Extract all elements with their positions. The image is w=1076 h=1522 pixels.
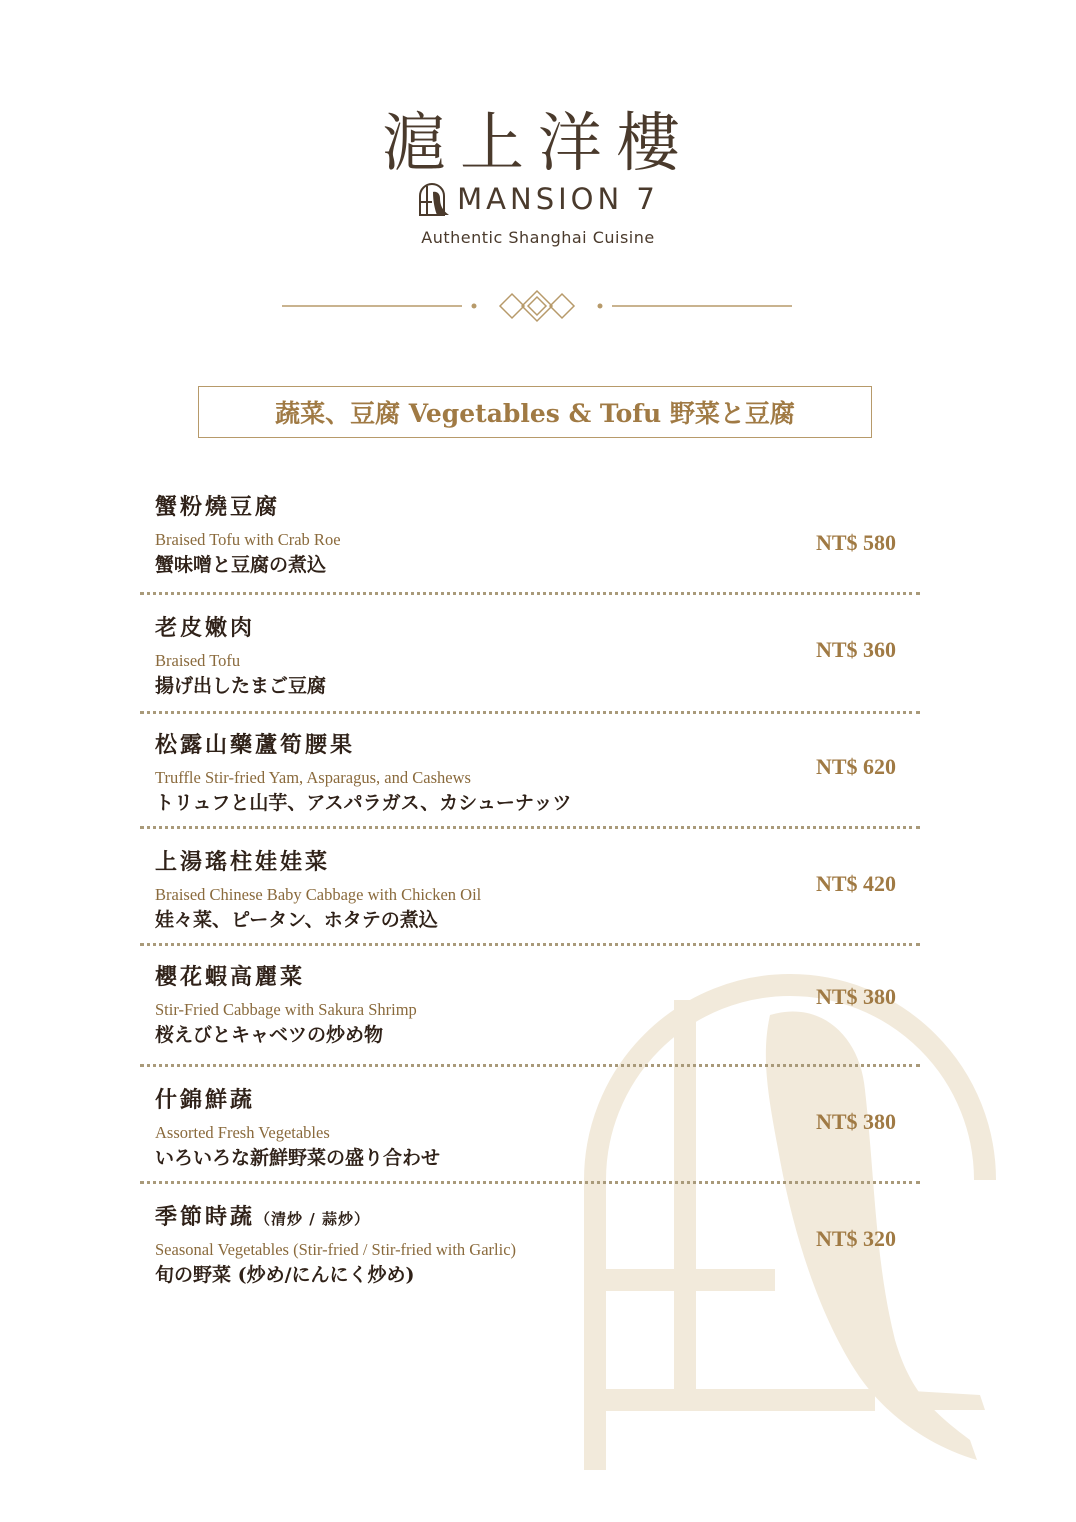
item-name-chinese: 蟹粉燒豆腐 [155,495,281,520]
section-header-box [198,386,872,438]
item-name-japanese: 桜えびとキャベツの炒め物 [155,1024,384,1046]
section-title: 蔬菜、豆腐 Vegetables & Tofu 野菜と豆腐 [275,399,795,428]
ornament-divider-icon [282,288,792,324]
dotted-divider [140,1064,920,1067]
item-name-chinese: 老皮嫩肉 [155,616,256,641]
item-name-chinese: 什錦鮮蔬 [155,1088,256,1113]
item-cooking-options: （清炒 / 蒜炒） [255,1210,370,1228]
item-name-english: Assorted Fresh Vegetables [155,1123,330,1142]
item-name-chinese: 上湯瑤柱娃娃菜 [155,850,331,875]
logo-chinese-calligraphy: 滬上洋樓 [382,107,694,181]
item-name-japanese: いろいろな新鮮野菜の盛り合わせ [155,1147,441,1169]
item-price: NT$ 420 [816,871,897,896]
dotted-divider [140,943,920,946]
item-name-japanese: 揚げ出したまご豆腐 [155,675,327,697]
item-name-japanese: 旬の野菜 (炒め/にんにく炒め) [155,1264,415,1286]
item-name-japanese: 娃々菜、ピータン、ホタテの煮込 [155,909,438,931]
item-price: NT$ 580 [816,530,897,555]
item-name-english: Braised Tofu with Crab Roe [155,530,341,549]
item-price: NT$ 360 [816,637,897,662]
item-name-english: Truffle Stir-fried Yam, Asparagus, and Cashews [155,768,471,787]
item-price: NT$ 380 [816,1109,897,1134]
item-name-english: Stir-Fried Cabbage with Sakura Shrimp [155,1000,417,1019]
menu-item [155,962,935,1046]
item-name-chinese: 松露山藥蘆筍腰果 [155,733,356,758]
brand-name: MANSION 7 [457,182,659,216]
item-name-chinese: 櫻花蝦高麗菜 [155,965,306,990]
menu-item [155,1202,935,1286]
menu-item [155,847,935,931]
dotted-divider [140,711,920,714]
item-name-english: Seasonal Vegetables (Stir-fried / Stir-fried with Garlic) [155,1240,517,1259]
item-name-english: Braised Tofu [155,651,241,670]
menu-item-list [155,492,935,1286]
item-price: NT$ 620 [816,754,897,779]
item-name-english: Braised Chinese Baby Cabbage with Chicken Oil [155,885,482,904]
item-name-japanese: トリュフと山芋、アスパラガス、カシューナッツ [155,792,572,814]
window-bird-logo-icon [417,182,451,216]
menu-item [155,492,935,584]
item-price: NT$ 320 [816,1226,897,1251]
dotted-divider [140,1181,920,1184]
menu-item [155,730,935,814]
item-name-japanese: 蟹味噌と豆腐の煮込 [155,554,327,576]
menu-item [155,1085,935,1169]
dotted-divider [140,592,920,595]
item-name-chinese-text: 季節時蔬 [155,1205,256,1230]
menu-item [155,613,935,697]
dotted-divider [140,826,920,829]
brand-row [0,182,1076,216]
tagline: Authentic Shanghai Cuisine [421,228,655,247]
item-price: NT$ 380 [816,984,897,1009]
